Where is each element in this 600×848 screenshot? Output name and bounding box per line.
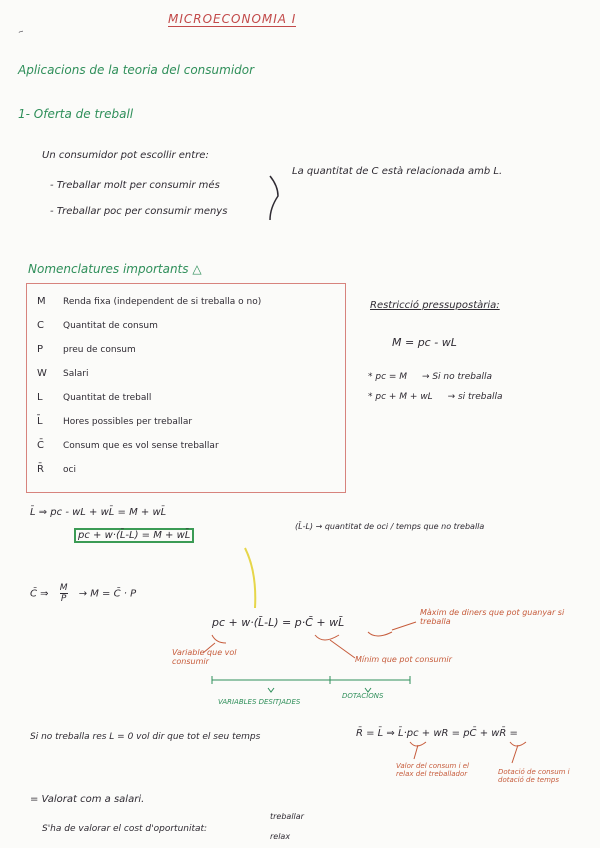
relation-text: La quantitat de C està relacionada amb L. bbox=[292, 166, 503, 177]
intro-text: Un consumidor pot escollir entre: bbox=[42, 150, 209, 161]
derivation-line1: L̄ ⇒ pc - wL + wL̄ = M + wL̄ bbox=[30, 507, 167, 518]
budget-case1: * pc = M → Si no treballa bbox=[368, 372, 492, 382]
cost-option-b: relax bbox=[270, 832, 291, 841]
left-note: Variable que vol consumir bbox=[172, 648, 237, 666]
bottom-note2: Dotació de consum i dotació de temps bbox=[498, 768, 570, 784]
min-note: Mínim que pot consumir bbox=[355, 655, 452, 664]
cost-text: S'ha de valorar el cost d'oportunitat: bbox=[42, 824, 208, 834]
definition-row: C Quantitat de consum bbox=[37, 320, 158, 331]
max-note: Màxim de diners que pot guanyar si treballa bbox=[420, 608, 565, 626]
bullet-2: - Treballar poc per consumir menys bbox=[50, 206, 228, 217]
section-title: Aplicacions de la teoria del consumidor bbox=[18, 63, 255, 77]
cost-option-a: treballar bbox=[270, 812, 304, 821]
page-title: MICROECONOMIA I bbox=[168, 12, 297, 26]
definition-row: L̄ Hores possibles per treballar bbox=[37, 416, 193, 427]
main-equation: pc + w·(L̄-L) = p·C̄ + wL̄ bbox=[212, 616, 345, 629]
definition-row: W Salari bbox=[37, 368, 89, 379]
section-subtitle: 1- Oferta de treball bbox=[18, 107, 134, 121]
variables-label: VARIABLES DESITJADES bbox=[218, 698, 301, 706]
nomenclature-title: Nomenclatures importants △ bbox=[28, 262, 202, 276]
valorat-text: = Valorat com a salari. bbox=[30, 794, 145, 805]
bullet-1: - Treballar molt per consumir més bbox=[50, 180, 220, 191]
margin-mark: ~ bbox=[16, 27, 25, 37]
bottom-line: Si no treballa res L = 0 vol dir que tot el seu temps bbox=[30, 732, 261, 742]
budget-title: Restricció pressupostària: bbox=[370, 300, 500, 311]
definition-row: M Renda fixa (independent de si treballa o no) bbox=[37, 296, 262, 307]
definition-row: R̄ oci bbox=[37, 464, 76, 475]
warning-icon: △ bbox=[192, 262, 202, 276]
bottom-note1: Valor del consum i el relax del treballador bbox=[396, 762, 469, 778]
definition-row: C̄ Consum que es vol sense treballar bbox=[37, 440, 219, 451]
derivation-c-line: C̄ ⇒ $\frac{M}{P}$ → M = C̄ · P bbox=[30, 583, 137, 604]
definition-row: P preu de consum bbox=[37, 344, 136, 355]
budget-equation: M = pc - wL bbox=[392, 336, 457, 349]
dotacions-label: DOTACIONS bbox=[342, 692, 384, 700]
definition-row: L Quantitat de treball bbox=[37, 392, 152, 403]
derivation-boxed-equation: pc + w·(L̄-L) = M + wL̄ bbox=[74, 528, 194, 543]
budget-case2: * pc + M + wL → si treballa bbox=[368, 392, 503, 402]
bottom-equation: R̄ = L̄ ⇒ L̄·pc + wR = pC̄ + wR̄ = bbox=[356, 728, 518, 739]
derivation-paren-note: (L̄-L) → quantitat de oci / temps que no treballa bbox=[295, 522, 485, 531]
